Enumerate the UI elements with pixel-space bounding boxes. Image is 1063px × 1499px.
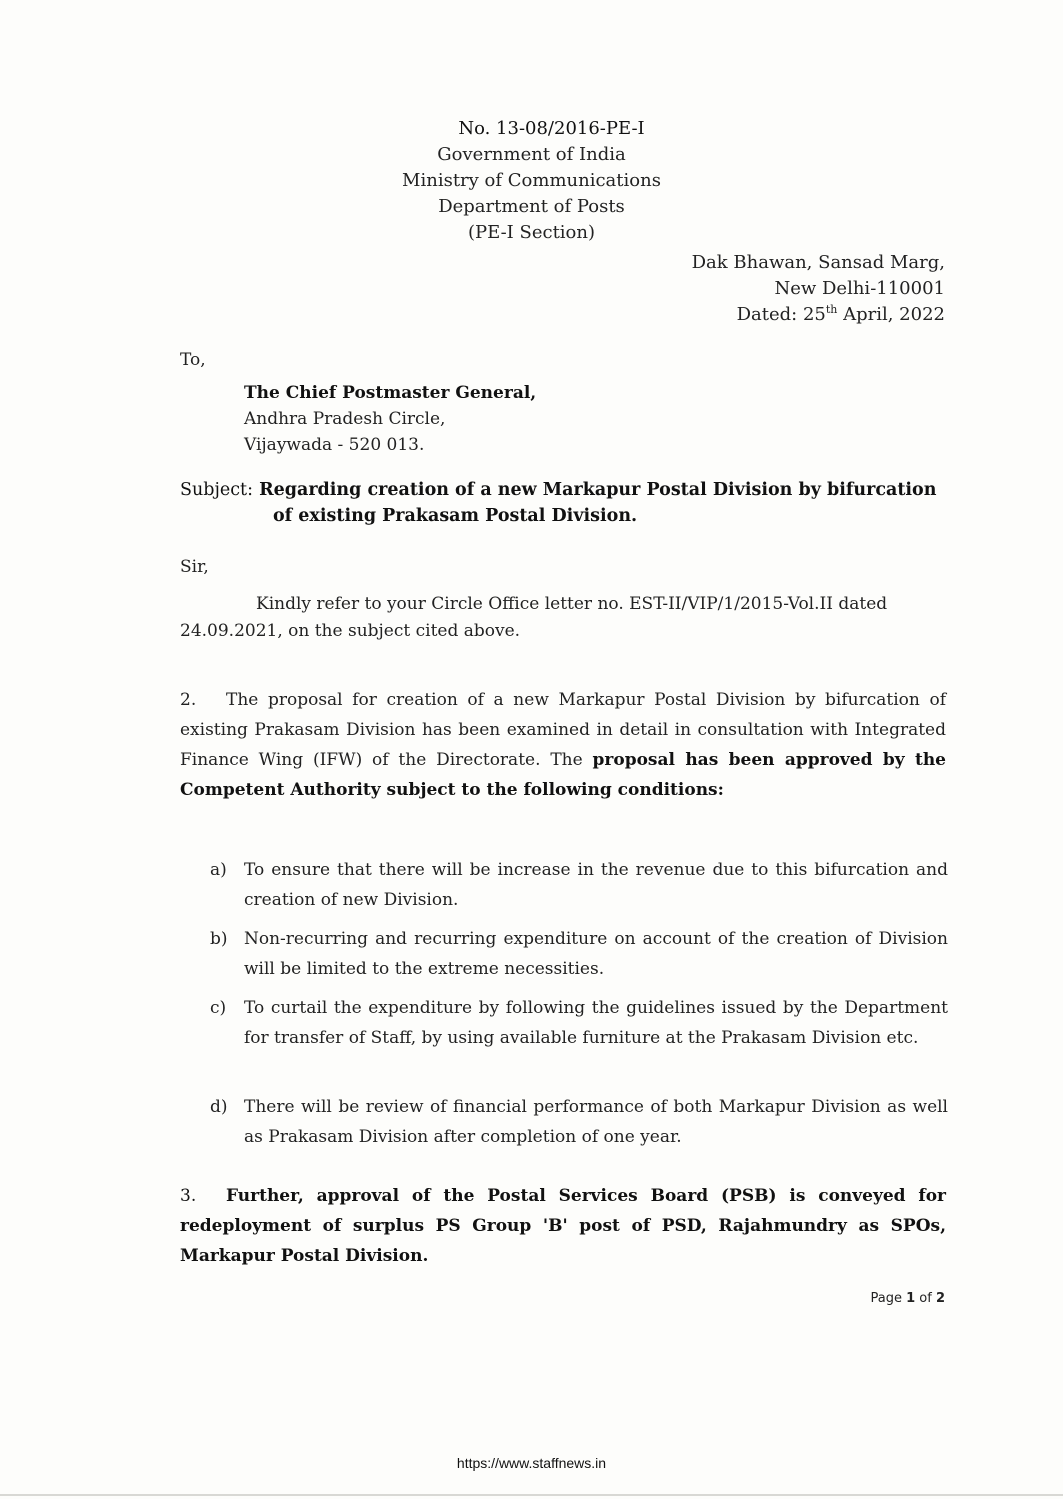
paragraph-1-text: Kindly refer to your Circle Office letter no. EST-II/VIP/1/2015-Vol.II dated 24.09.2021, on the subject cited above. (180, 594, 888, 641)
paragraph-1 (180, 591, 948, 645)
dated-line (692, 302, 945, 328)
ministry-line: Ministry of Communications (402, 170, 661, 191)
condition-item (210, 993, 948, 1053)
paragraph-3-number: 3. (180, 1186, 197, 1206)
condition-text: To ensure that there will be increase in the revenue due to this bifurcation and creation of new Division. (244, 860, 948, 910)
dated-ordinal: th (825, 303, 838, 316)
footer-url: https://www.staffnews.in (456, 1455, 607, 1471)
subject-line-1: Regarding creation of a new Markapur Postal Division by bifurcation (252, 480, 937, 500)
address-line-2: New Delhi-110001 (774, 278, 945, 299)
paragraph-2-text: The proposal for creation of a new Markapur Postal Division by bifurcation of existing Prakasam Division has been examined in detail in consultation with Integrated Finance Wing (IFW) of the Directorate. The (180, 690, 946, 770)
page-number-total: 2 (935, 1291, 945, 1306)
paragraph-3-text: Further, approval of the Postal Services Board (PSB) is conveyed for redeployment of surplus PS Group 'B' post of PSD, Rajahmundry as SPOs, Markapur Postal Division. (180, 1186, 946, 1266)
dated-rest: April, 2022 (837, 304, 945, 325)
section-line: (PE-I Section) (467, 222, 596, 243)
letter-header (0, 116, 1063, 246)
subject-label: Subject: (180, 480, 253, 500)
paragraph-2 (180, 685, 946, 805)
scan-edge-line (0, 1494, 1063, 1496)
subject-block (180, 477, 950, 529)
condition-letter: d) (210, 1097, 228, 1117)
condition-item (210, 1092, 948, 1152)
salutation: Sir, (180, 557, 209, 577)
department-line: Department of Posts (438, 196, 625, 217)
page-number-of: of (915, 1291, 936, 1306)
address-line-1: Dak Bhawan, Sansad Marg, (691, 252, 945, 273)
paragraph-2-number: 2. (180, 690, 197, 710)
condition-item (210, 855, 948, 915)
page-number (871, 1291, 946, 1306)
condition-letter: a) (210, 860, 227, 880)
condition-text: To curtail the expenditure by following the guidelines issued by the Department for transfer of Staff, by using available furniture at the Prakasam Division etc. (244, 998, 948, 1048)
page-number-prefix: Page (870, 1291, 907, 1306)
sender-address (692, 250, 945, 328)
subject-line-2: of existing Prakasam Postal Division. (273, 506, 638, 526)
condition-text: There will be review of financial performance of both Markapur Division as well as Prakasam Division after completion of one year. (244, 1097, 948, 1147)
government-line: Government of India (437, 144, 626, 165)
page-number-current: 1 (906, 1291, 916, 1306)
recipient-block (244, 380, 536, 458)
condition-item (210, 924, 948, 984)
condition-letter: c) (210, 998, 227, 1018)
paragraph-3 (180, 1181, 946, 1271)
recipient-name: The Chief Postmaster General, (244, 383, 537, 403)
condition-letter: b) (210, 929, 228, 949)
dated-label: Dated: 25 (736, 304, 826, 325)
recipient-city: Vijaywada - 520 013. (244, 435, 425, 455)
recipient-circle: Andhra Pradesh Circle, (244, 409, 446, 429)
to-label: To, (180, 350, 206, 370)
condition-text: Non-recurring and recurring expenditure on account of the creation of Division will be limited to the extreme necessities. (244, 929, 948, 979)
paragraph-2-bold-text: proposal has been approved by the Competent Authority subject to the following conditions: (180, 750, 947, 800)
file-number: No. 13-08/2016-PE-I (458, 118, 645, 139)
